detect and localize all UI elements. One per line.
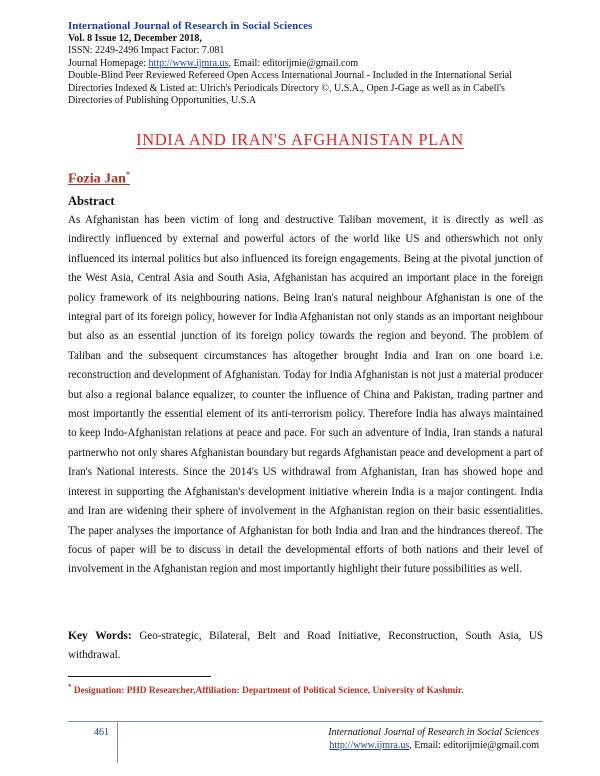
footer-journal-name: International Journal of Research in Social Sciences bbox=[328, 727, 539, 738]
keywords-label: Key Words: bbox=[68, 630, 132, 642]
footer-contact bbox=[328, 740, 539, 753]
page-number: 461 bbox=[94, 727, 109, 738]
header-email: , Email: editorijmie@gmail.com bbox=[228, 57, 359, 69]
abstract-heading: Abstract bbox=[68, 194, 115, 208]
abstract-text: As Afghanistan has been victim of long and destructive Taliban movement, it is directly as well as indirectly influenced by external and powerful actors of the world like US and otherswhich not only influenced its internal politics but also influenced its foreign engagements. Being at the pivotal junction of the West Asia, Central Asia and South Asia, Afghanistan has acquired an important place in the foreign policy framework of its neighbouring nations. Being Iran's natural neighbour Afghanistan is one of the integral part of its foreign policy, however for India Afghanistan not only stands as an important neighbour but also as an essential junction of its foreign policy towards the region and beyond. The problem of Taliban and the subsequent circumstances has altogether brought India and Iran on one board i.e. reconstruction and development of Afghanistan. Today for India Afghanistan is not just a material producer but also a regional balance equalizer, to counter the influence of China and Pakistan, trading partner and most importantly the essential element of its anti-terrorism policy. Therefore India has always maintained to keep Indo-Afghanistan relations at peace and pace. For such an adventure of India, Iran stands a natural partnerwho not only shares Afghanistan boundary but regards Afghanistan peace and development a part of Iran's National interests. Since the 2014's US withdrawal from Afghanistan, Iran has showed hope and interest in supporting the Afghanistan's development initiative wherein India is a major contingent. India and Iran are widening their sphere of involvement in the Afghanistan region on their basic essentialities. The paper analyses the importance of Afghanistan for both India and Iran and the hindrances thereof. The focus of paper will be to discuss in detail the developmental efforts of both nations and their level of involvement in the Afghanistan region and most importantly highlight their future possibilities as well. bbox=[68, 214, 543, 576]
footnote-text: Designation: PHD Researcher,Affiliation: Department of Political Science, University of Kashmir. bbox=[71, 686, 464, 697]
footnote-divider bbox=[68, 676, 211, 677]
volume-issue: Vol. 8 Issue 12, December 2018, bbox=[68, 33, 202, 44]
footer-divider bbox=[117, 722, 118, 763]
page-footer bbox=[68, 721, 543, 763]
homepage-line bbox=[68, 58, 548, 70]
homepage-link[interactable]: http://www.ijmra.us bbox=[148, 57, 229, 69]
author-name: Fozia Jan* bbox=[68, 170, 130, 187]
journal-header bbox=[68, 20, 548, 107]
author-footnote-marker: * bbox=[125, 170, 130, 179]
keywords bbox=[68, 627, 543, 666]
homepage-label: Journal Homepage: bbox=[68, 57, 149, 69]
author-footnote bbox=[68, 683, 548, 696]
footer-link[interactable]: http://www.ijmra.us bbox=[329, 739, 410, 751]
footer-journal-info bbox=[328, 727, 539, 752]
journal-name: International Journal of Research in Social Sciences bbox=[68, 20, 313, 32]
paper-title: INDIA AND IRAN'S AFGHANISTAN PLAN bbox=[136, 130, 464, 149]
footer-email: , Email: editorijmie@gmail.com bbox=[409, 739, 539, 751]
keywords-text: Geo-strategic, Bilateral, Belt and Road Initiative, Reconstruction, South Asia, US withdrawal. bbox=[68, 630, 543, 662]
indexing-statement: Double-Blind Peer Reviewed Refereed Open Access International Journal - Included in the International Serial Directories Indexed & Listed at: Ulrich's Periodicals Directory ©, U.S.A., Open J-Gage as well as in Cabell's Directories of Publishing Opportunities, U.S.A bbox=[68, 70, 513, 107]
issn-impact: ISSN: 2249-2496 Impact Factor: 7.081 bbox=[68, 45, 225, 57]
footnote-marker: * bbox=[68, 683, 72, 691]
